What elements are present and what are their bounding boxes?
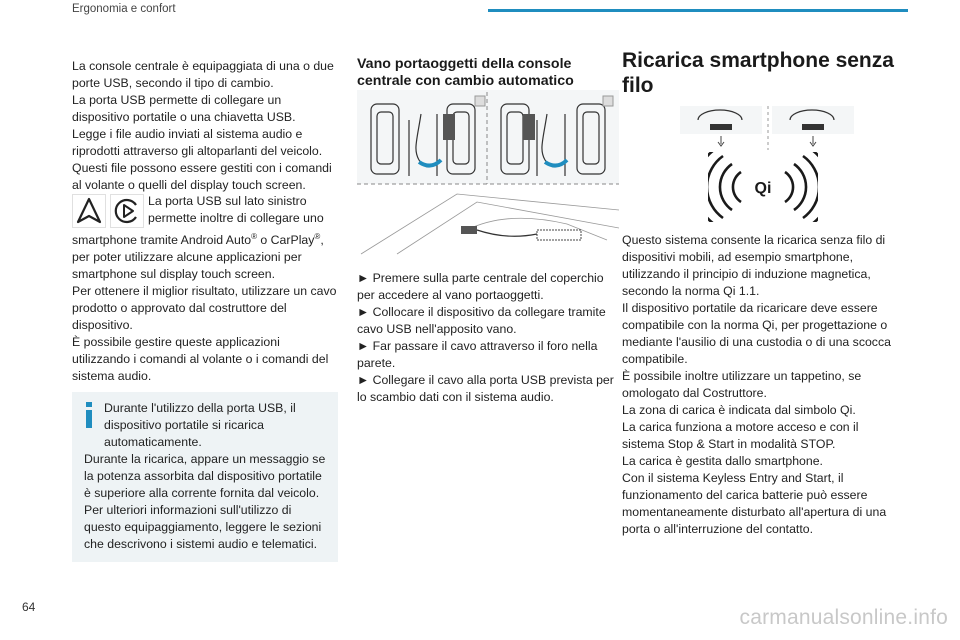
paragraph: Il dispositivo portatile da ricaricare deve essere compatibile con la norma Qi, per progettazione o mediante l'ausilio di una custodia o di una scocca compatibile. <box>622 301 891 366</box>
note-text: Durante l'utilizzo della porta USB, il dispositivo portatile si ricarica automaticamente. <box>104 401 296 450</box>
header-accent-bar <box>488 9 908 12</box>
step-item: ► Premere sulla parte centrale del coperchio per accedere al vano portaoggetti. <box>357 271 604 302</box>
paragraph: È possibile inoltre utilizzare un tappetino, se omologato dal Costruttore. <box>622 369 862 400</box>
section-heading: Vano portaoggetti della console centrale con cambio automatico <box>357 56 574 89</box>
column-usb <box>72 58 340 562</box>
qi-symbol-wrap <box>622 152 904 222</box>
paragraph: La zona di carica è indicata dal simbolo Qi. <box>622 403 856 417</box>
paragraph: per poter utilizzare alcune applicazioni per smartphone sul display touch screen. <box>72 250 302 282</box>
icon-line-text: permette inoltre di collegare uno <box>148 211 324 225</box>
paragraph: È possibile gestire queste applicazioni utilizzando i comandi al volante o i comandi del sistema audio. <box>72 335 329 384</box>
watermark: carmanualsonline.info <box>739 606 948 629</box>
step-item: ► Collegare il cavo alla porta USB prevista per lo scambio dati con il sistema audio. <box>357 373 614 404</box>
paragraph: Questi file possono essere gestiti con i comandi al volante o quelli del display touch screen. <box>72 161 332 192</box>
step-item: ► Collocare il dispositivo da collegare tramite cavo USB nell'apposito vano. <box>357 305 606 336</box>
paragraph: La porta USB permette di collegare un dispositivo portatile o una chiavetta USB. <box>72 93 296 124</box>
steering-wheel-illustration <box>622 106 904 152</box>
step-item: ► Far passare il cavo attraverso il foro nella parete. <box>357 339 598 370</box>
qi-label: Qi <box>754 180 772 197</box>
console-storage-illustration <box>357 90 619 260</box>
steps-list <box>357 270 619 406</box>
section-title: Ergonomia e confort <box>72 3 176 15</box>
info-icon <box>84 402 94 428</box>
carplay-icon <box>110 194 144 228</box>
note-text: Durante la ricarica, appare un messaggio se la potenza assorbita dal dispositivo portatile è superiore alla corrente fornita dal veicolo. <box>84 452 326 501</box>
section-heading: Ricarica smartphone senza filo <box>622 49 894 97</box>
paragraph: La carica funziona a motore acceso e con il sistema Stop & Start in modalità STOP. <box>622 420 859 451</box>
android-auto-icon <box>72 194 106 228</box>
apps-icons-line <box>72 194 340 228</box>
paragraph: Legge i file audio inviati al sistema audio e riprodotti attraverso gli altoparlanti del veicolo. <box>72 127 323 158</box>
column-storage <box>357 48 619 406</box>
paragraph: Con il sistema Keyless Entry and Start, il funzionamento del carica batterie può essere momentaneamente disturbato all'apertura di una porta o all'interruzione del contatto. <box>622 471 887 536</box>
column-wireless-charging <box>622 48 904 538</box>
paragraph: Per ottenere il miglior risultato, utilizzare un cavo prodotto o approvato dal costruttore del dispositivo. <box>72 284 337 333</box>
note-text: Per ulteriori informazioni sull'utilizzo di questo equipaggiamento, leggere le sezioni che descrivono i sistemi audio e telematici. <box>84 503 322 552</box>
info-note <box>72 392 338 562</box>
paragraph: smartphone tramite Android Auto® o CarPlay®, <box>72 232 324 248</box>
icon-line-text: La porta USB sul lato sinistro <box>148 194 307 208</box>
paragraph: Questo sistema consente la ricarica senza filo di dispositivi mobili, ad esempio smartphone, utilizzando il principio di induzione magnetica, secondo la norma Qi 1.1. <box>622 233 886 298</box>
page-number: 64 <box>22 600 36 614</box>
qi-wireless-icon <box>708 152 818 222</box>
paragraph: La carica è gestita dallo smartphone. <box>622 454 823 468</box>
paragraph: La console centrale è equipaggiata di una o due porte USB, secondo il tipo di cambio. <box>72 59 334 90</box>
